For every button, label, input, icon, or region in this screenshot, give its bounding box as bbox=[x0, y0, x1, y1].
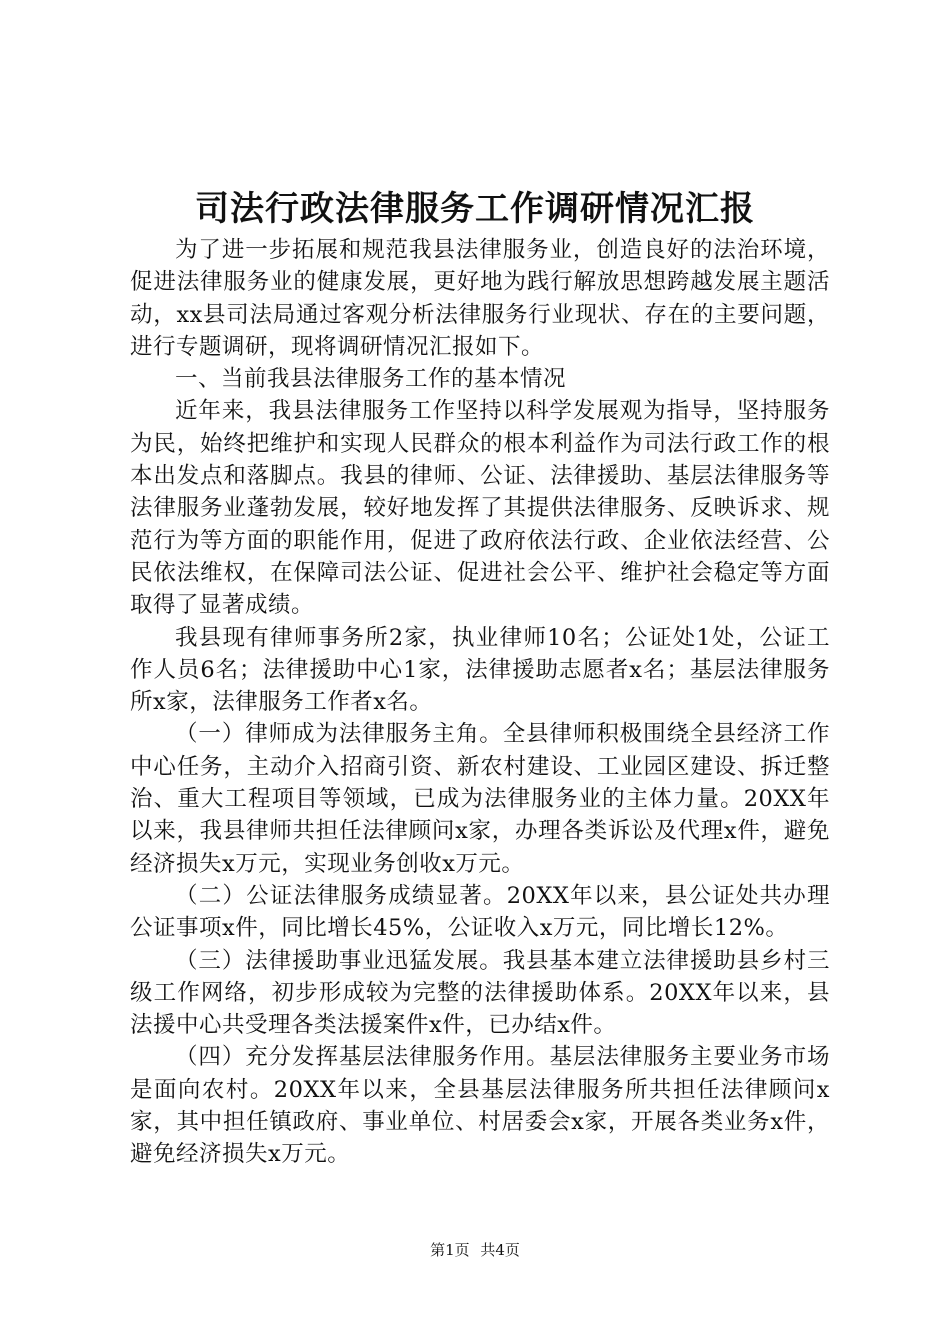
page-total: 共4页 bbox=[480, 1241, 520, 1259]
page-number: 第1页 bbox=[430, 1241, 470, 1259]
section-heading-1: 一、当前我县法律服务工作的基本情况 bbox=[175, 366, 567, 393]
page-footer bbox=[0, 1240, 950, 1260]
document-title: 司法行政法律服务工作调研情况汇报 bbox=[195, 189, 755, 229]
document-body bbox=[130, 234, 830, 1171]
paragraph-intro: 为了进一步拓展和规范我县法律服务业，创造良好的法治环境，促进法律服务业的健康发展，更好地为践行解放思想跨越发展主题活动，xx县司法局通过客观分析法律服务行业现状、存在的主要问题，进行专题调研，现将调研情况汇报如下。 bbox=[130, 237, 830, 360]
paragraph-notary: （二）公证法律服务成绩显著。20XX年以来，县公证处共办理公证事项x件，同比增长45%，公证收入x万元，同比增长12%。 bbox=[130, 882, 830, 942]
paragraph-grassroots: （四）充分发挥基层法律服务作用。基层法律服务主要业务市场是面向农村。20XX年以来，全县基层法律服务所共担任法律顾问x家，其中担任镇政府、事业单位、村居委会x家，开展各类业务x件，避免经济损失x万元。 bbox=[130, 1044, 830, 1168]
paragraph-overview: 近年来，我县法律服务工作坚持以科学发展观为指导，坚持服务为民，始终把维护和实现人民群众的根本利益作为司法行政工作的根本出发点和落脚点。我县的律师、公证、法律援助、基层法律服务等法律服务业蓬勃发展，较好地发挥了其提供法律服务、反映诉求、规范行为等方面的职能作用，促进了政府依法行政、企业依法经营、公民依法维权，在保障司法公证、促进社会公平、维护社会稳定等方面取得了显著成绩。 bbox=[130, 398, 830, 619]
paragraph-lawyers: （一）律师成为法律服务主角。全县律师积极围绕全县经济工作中心任务，主动介入招商引资、新农村建设、工业园区建设、拆迁整治、重大工程项目等领域，已成为法律服务业的主体力量。20XX年以来，我县律师共担任法律顾问x家，办理各类诉讼及代理x件，避免经济损失x万元，实现业务创收x万元。 bbox=[130, 721, 830, 877]
paragraph-statistics: 我县现有律师事务所2家，执业律师10名；公证处1处，公证工作人员6名；法律援助中心1家，法律援助志愿者x名；基层法律服务所x家，法律服务工作者x名。 bbox=[130, 624, 830, 716]
paragraph-legal-aid: （三）法律援助事业迅猛发展。我县基本建立法律援助县乡村三级工作网络，初步形成较为完整的法律援助体系。20XX年以来，县法援中心共受理各类法援案件x件，已办结x件。 bbox=[130, 947, 830, 1039]
